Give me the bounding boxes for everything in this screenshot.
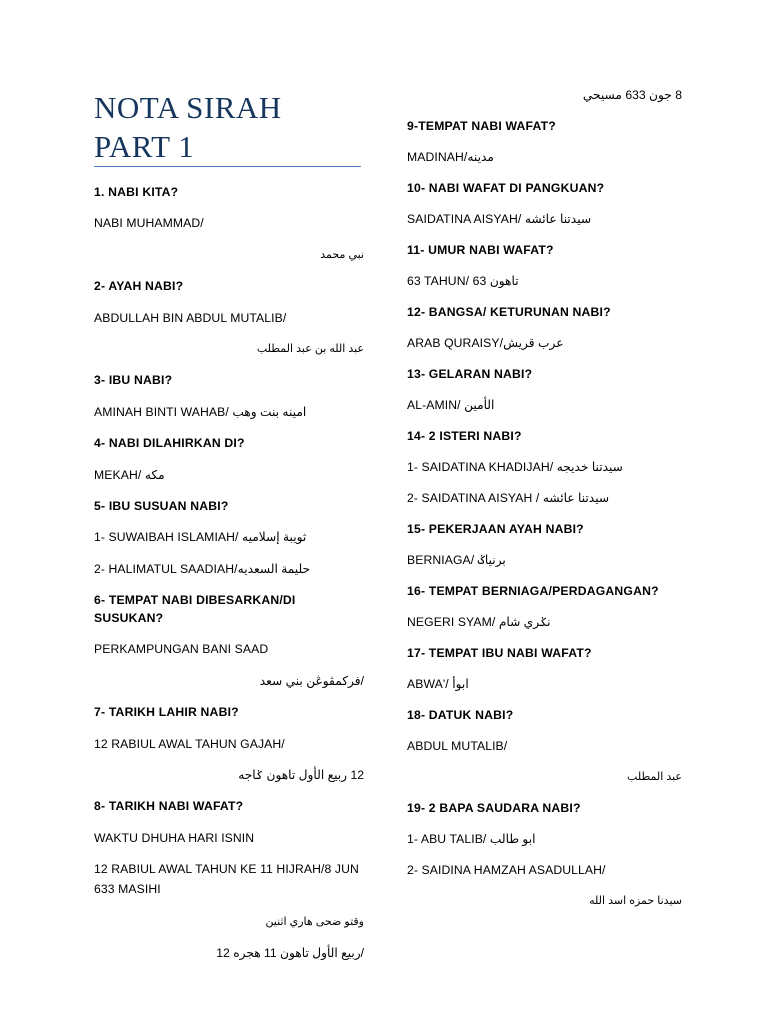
question-heading: 1. NABI KITA? bbox=[94, 185, 179, 199]
question-heading: 10- NABI WAFAT DI PANGKUAN? bbox=[407, 181, 605, 195]
answer-line: 12 RABIUL AWAL TAHUN KE 11 HIJRAH/8 JUN 633 MASIHI bbox=[94, 862, 359, 896]
question-heading: 17- TEMPAT IBU NABI WAFAT? bbox=[407, 646, 592, 660]
answer-line: 2- SAIDATINA AISYAH / سيدتنا عائشه bbox=[407, 491, 610, 505]
answer-line: ABDULLAH BIN ABDUL MUTALIB/ bbox=[94, 310, 287, 325]
answer-line: 2- SAIDINA HAMZAH ASADULLAH/ bbox=[407, 863, 606, 877]
question-heading: 19- 2 BAPA SAUDARA NABI? bbox=[407, 801, 581, 815]
answer-line: WAKTU DHUHA HARI ISNIN bbox=[94, 830, 255, 845]
answer-line: /ربيع الأول تاهون 11 هجره 12 bbox=[216, 945, 364, 960]
question-heading: 5- IBU SUSUAN NABI? bbox=[94, 498, 229, 513]
arabic-answer-line: عبد المطلب bbox=[627, 771, 682, 783]
question-heading: 18- DATUK NABI? bbox=[407, 708, 514, 722]
answer-line: AL-AMIN/ الأمين bbox=[407, 398, 495, 412]
question-heading: 3- IBU NABI? bbox=[94, 373, 173, 388]
answer-line: 1- SUWAIBAH ISLAMIAH/ ثويبة إسلاميه bbox=[94, 530, 307, 545]
answer-line: ARAB QURAISY/عرب قريش bbox=[407, 336, 564, 350]
answer-line: MADINAH/مدينه bbox=[407, 150, 494, 164]
question-heading: 15- PEKERJAAN AYAH NABI? bbox=[407, 522, 584, 536]
question-heading: 13- GELARAN NABI? bbox=[407, 367, 533, 381]
answer-line: /فركمڤوڠن بني سعد bbox=[259, 673, 364, 688]
answer-line: 12 RABIUL AWAL TAHUN GAJAH/ bbox=[94, 736, 285, 751]
arabic-answer-line: سيدنا حمزه اسد الله bbox=[589, 895, 682, 907]
title-line-2: PART 1 bbox=[94, 129, 195, 164]
question-heading: 14- 2 ISTERI NABI? bbox=[407, 429, 522, 443]
answer-line: SAIDATINA AISYAH/ سيدتنا عائشه bbox=[407, 212, 592, 226]
question-heading: 12- BANGSA/ KETURUNAN NABI? bbox=[407, 305, 611, 319]
answer-line: 2- HALIMATUL SAADIAH/حليمة السعديه bbox=[94, 561, 311, 576]
question-heading: 7- TARIKH LAHIR NABI? bbox=[94, 705, 239, 720]
answer-line: 63 TAHUN/ 63 تاهون bbox=[407, 274, 519, 288]
answer-line: AMINAH BINTI WAHAB/ امينه بنت وهب bbox=[94, 404, 307, 419]
question-heading: 8- TARIKH NABI WAFAT? bbox=[94, 799, 244, 814]
answer-line: NEGERI SYAM/ نݢري شام bbox=[407, 615, 551, 629]
question-heading: 4- NABI DILAHIRKAN DI? bbox=[94, 436, 245, 451]
question-heading: 6- TEMPAT NABI DIBESARKAN/DI SUSUKAN? bbox=[94, 593, 296, 626]
answer-line: MEKAH/ مكه bbox=[94, 467, 165, 482]
left-column bbox=[94, 183, 364, 975]
arabic-answer-line: نبي محمد bbox=[320, 248, 364, 261]
arabic-answer-line: عبد الله بن عبد المطلب bbox=[256, 342, 364, 355]
answer-line: ABWA'/ ابوأ bbox=[407, 677, 469, 691]
title-underline bbox=[94, 166, 361, 167]
answer-line: 1- ABU TALIB/ ابو طالب bbox=[407, 832, 536, 846]
arabic-answer-line: وقتو ضحى هاري اثنين bbox=[265, 915, 364, 928]
answer-line: PERKAMPUNGAN BANI SAAD bbox=[94, 642, 269, 657]
answer-line: 8 جون 633 مسيحي bbox=[582, 88, 682, 102]
question-heading: 2- AYAH NABI? bbox=[94, 279, 184, 294]
answer-line: 12 ربيع الأول تاهون ݢاجه bbox=[238, 768, 364, 783]
title-line-1: NOTA SIRAH bbox=[94, 90, 282, 125]
answer-line: ABDUL MUTALIB/ bbox=[407, 739, 508, 753]
question-heading: 11- UMUR NABI WAFAT? bbox=[407, 243, 554, 257]
right-column bbox=[407, 86, 682, 923]
page-title bbox=[94, 88, 364, 166]
answer-line: 1- SAIDATINA KHADIJAH/ سيدتنا خديجه bbox=[407, 460, 623, 474]
answer-line: NABI MUHAMMAD/ bbox=[94, 216, 204, 231]
question-heading: 16- TEMPAT BERNIAGA/PERDAGANGAN? bbox=[407, 584, 659, 598]
question-heading: 9-TEMPAT NABI WAFAT? bbox=[407, 119, 556, 133]
answer-line: BERNIAGA/ برنياݢ bbox=[407, 553, 506, 567]
